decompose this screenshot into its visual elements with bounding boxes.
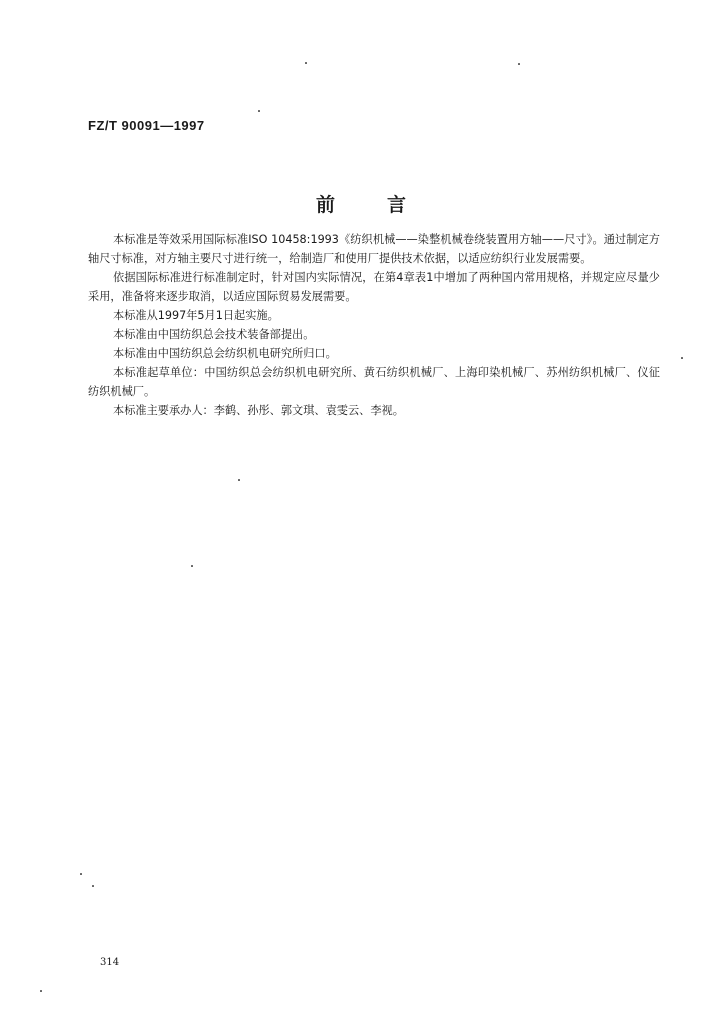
page-title (0, 190, 722, 217)
scan-speck (258, 110, 260, 112)
scan-speck (238, 479, 240, 481)
paragraph-modification: 依据国际标准进行标准制定时，针对国内实际情况，在第4章表1中增加了两种国内常用规格，并规定应尽量少采用，准备将来逐步取消，以适应国际贸易发展需要。 (88, 271, 660, 303)
title-char-1: 前 (315, 194, 335, 216)
scan-speck (191, 565, 193, 567)
standard-code: FZ/T 90091—1997 (88, 118, 205, 133)
scan-speck (518, 63, 520, 65)
paragraph-effective-date: 本标准从1997年5月1日起实施。 (113, 309, 279, 322)
title-char-2: 言 (387, 194, 407, 216)
paragraph-drafters: 本标准主要承办人：李鹤、孙彤、郭文琪、袁雯云、李视。 (113, 404, 404, 417)
scan-speck (40, 990, 42, 992)
paragraph-administrator: 本标准由中国纺织总会纺织机电研究所归口。 (113, 347, 337, 360)
paragraph-proposer: 本标准由中国纺织总会技术装备部提出。 (113, 328, 315, 341)
scan-speck (92, 885, 94, 887)
foreword-body (88, 230, 660, 420)
scan-speck (681, 357, 683, 359)
page-number: 314 (100, 957, 120, 968)
scan-speck (80, 873, 82, 875)
paragraph-adoption: 本标准是等效采用国际标准ISO 10458:1993《纺织机械——染整机械卷绕装置用方轴——尺寸》。通过制定方轴尺寸标准，对方轴主要尺寸进行统一，给制造厂和使用厂提供技术依据，以适应纺织行业发展需要。 (88, 233, 660, 265)
scan-speck (305, 62, 307, 64)
paragraph-drafting-units: 本标准起草单位：中国纺织总会纺织机电研究所、黄石纺织机械厂、上海印染机械厂、苏州纺织机械厂、仪征纺织机械厂。 (88, 366, 660, 398)
